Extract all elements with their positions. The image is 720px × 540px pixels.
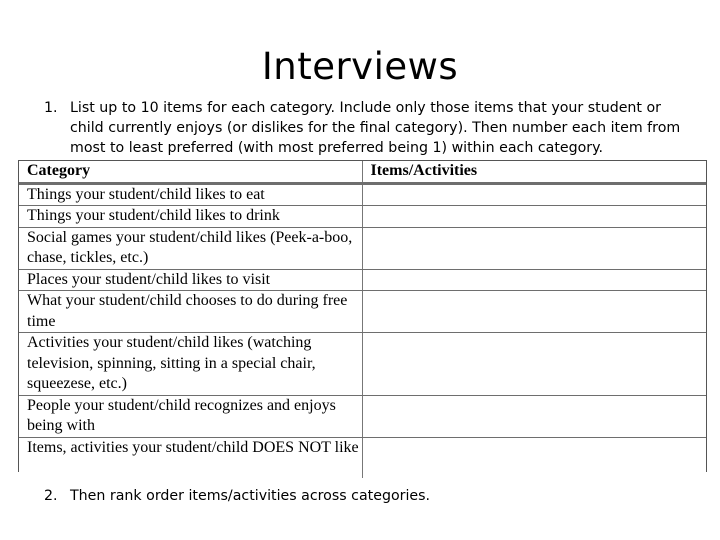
items-cell[interactable] bbox=[362, 227, 706, 269]
table-header-row bbox=[19, 161, 706, 183]
step-number: 1. bbox=[44, 100, 58, 116]
category-cell: What your student/child chooses to do during free time bbox=[19, 291, 362, 333]
table-row bbox=[19, 291, 706, 333]
table-row bbox=[19, 395, 706, 437]
category-cell: Things your student/child likes to eat bbox=[19, 183, 362, 206]
items-cell[interactable] bbox=[362, 437, 706, 478]
items-cell[interactable] bbox=[362, 291, 706, 333]
preference-table-container bbox=[18, 160, 707, 472]
category-cell: People your student/child recognizes and enjoys being with bbox=[19, 395, 362, 437]
category-cell: Items, activities your student/child DOES NOT like bbox=[19, 437, 362, 478]
items-cell[interactable] bbox=[362, 333, 706, 396]
preference-table bbox=[19, 161, 706, 478]
category-cell: Social games your student/child likes (Peek-a-boo, chase, tickles, etc.) bbox=[19, 227, 362, 269]
step-text: Then rank order items/activities across categories. bbox=[70, 488, 431, 504]
table-row bbox=[19, 437, 706, 478]
category-cell: Activities your student/child likes (watching television, spinning, sitting in a special chair, squeezese, etc.) bbox=[19, 333, 362, 396]
instruction-step-1 bbox=[44, 98, 684, 160]
instruction-step-2 bbox=[44, 486, 684, 506]
step-number: 2. bbox=[44, 488, 58, 504]
step-text: List up to 10 items for each category. Include only those items that your student or child currently enjoys (or dislikes for the final category). Then number each item from most to least preferred (with most preferred being 1) within each category. bbox=[70, 100, 681, 156]
items-cell[interactable] bbox=[362, 206, 706, 228]
table-row bbox=[19, 183, 706, 206]
items-cell[interactable] bbox=[362, 269, 706, 291]
items-cell[interactable] bbox=[362, 183, 706, 206]
table-row bbox=[19, 269, 706, 291]
header-items-activities: Items/Activities bbox=[362, 161, 706, 183]
table-row bbox=[19, 206, 706, 228]
header-category: Category bbox=[19, 161, 362, 183]
category-cell: Things your student/child likes to drink bbox=[19, 206, 362, 228]
category-cell: Places your student/child likes to visit bbox=[19, 269, 362, 291]
page-title: Interviews bbox=[261, 45, 459, 88]
table-row bbox=[19, 333, 706, 396]
items-cell[interactable] bbox=[362, 395, 706, 437]
table-row bbox=[19, 227, 706, 269]
